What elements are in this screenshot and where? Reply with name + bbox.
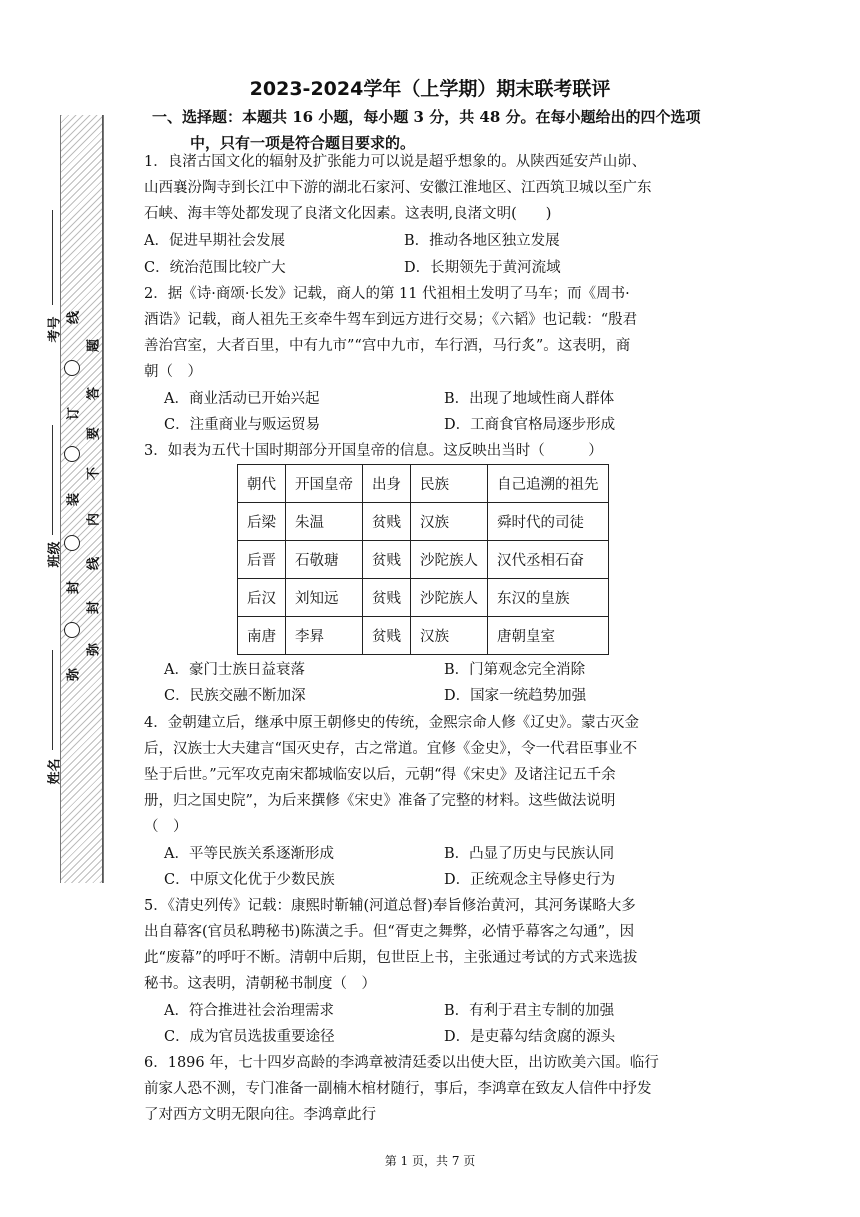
page-title: 2023-2024学年（上学期）期末联考联评: [249, 78, 611, 100]
name-label: 姓名: [47, 758, 63, 785]
table-cell: 唐朝皇室: [488, 617, 609, 655]
q6-line: 了对西方文明无限向往。李鸿章此行: [144, 1107, 376, 1123]
q3-option-a: A．豪门士族日益衰落: [164, 662, 305, 678]
q4-option-b: B．凸显了历史与民族认同: [444, 846, 615, 862]
q4-option-c: C．中原文化优于少数民族: [164, 872, 335, 888]
q4-line: 后，汉族士大夫建言“国灭史存，古之常道。宜修《金史》，令一代君臣事业不: [144, 741, 638, 757]
q2-option-b: B．出现了地域性商人群体: [444, 391, 615, 407]
q4-line: 坠于后世。”元军攻克南宋都城临安以后，元朝“得《宋史》及诸注记五千余: [144, 767, 616, 783]
table-header-cell: 开国皇帝: [286, 465, 363, 503]
table-cell: 后汉: [238, 579, 286, 617]
q4-line: 册，归之国史院”，为后来撰修《宋史》准备了完整的材料。这些做法说明: [144, 793, 616, 809]
q2-line: 2．据《诗·商颂·长发》记载，商人的第 11 代祖相土发明了马车；而《周书·: [144, 286, 630, 302]
seal-circle: [64, 622, 80, 638]
q4-option-d: D．正统观念主导修史行为: [444, 872, 616, 888]
table-cell: 贫贱: [363, 579, 411, 617]
table-cell: 汉族: [411, 503, 488, 541]
q5-line: 5．《清史列传》记载：康熙时靳辅(河道总督)奉旨修治黄河，其河务谋略大多: [144, 898, 636, 914]
seal-char: 答: [86, 387, 102, 401]
name-line: [52, 650, 53, 750]
class-line: [52, 425, 53, 535]
q1-option-b: B．推动各地区独立发展: [404, 233, 560, 249]
seal-char: 要: [86, 427, 102, 441]
table-cell: 贫贱: [363, 503, 411, 541]
table-cell: 李昪: [286, 617, 363, 655]
q5-option-b: B．有利于君主专制的加强: [444, 1003, 615, 1019]
table-cell: 贫贱: [363, 541, 411, 579]
exam-number-label: 考号: [47, 316, 63, 343]
q3-line: 3．如表为五代十国时期部分开国皇帝的信息。这反映出当时（ ）: [144, 443, 603, 459]
table-cell: 沙陀族人: [411, 541, 488, 579]
q6-line: 前家人恐不测，专门准备一副楠木棺材随行，事后，李鸿章在致友人信件中抒发: [144, 1081, 652, 1097]
q5-line: 秘书。这表明，清朝秘书制度（ ）: [144, 976, 376, 992]
q2-line: 善治宫室，大者百里，中有九市”“宫中九市，车行酒，马行炙”。这表明，商: [144, 338, 631, 354]
q1-line: 石峡、海丰等处都发现了良渚文化因素。这表明,良渚文明( ): [144, 206, 552, 222]
q6-line: 6．1896 年，七十四岁高龄的李鸿章被清廷委以出使大臣，出访欧美六国。临行: [144, 1055, 659, 1071]
seal-char: 封: [86, 601, 102, 615]
section-heading-line2: 中，只有一项是符合题目要求的。: [190, 134, 416, 152]
section-heading-line1: 一、选择题：本题共 16 小题，每小题 3 分，共 48 分。在每小题给出的四个选项: [152, 108, 701, 126]
table-cell: 舜时代的司徒: [488, 503, 609, 541]
table-cell: 后晋: [238, 541, 286, 579]
q2-line: 朝（ ）: [144, 364, 202, 380]
table-header-cell: 自己追溯的祖先: [488, 465, 609, 503]
table-header-cell: 朝代: [238, 465, 286, 503]
table-cell: 朱温: [286, 503, 363, 541]
q4-option-a: A．平等民族关系逐渐形成: [164, 846, 334, 862]
q5-line: 出自幕客(官员私聘秘书)陈潢之手。但“胥吏之舞弊，必情乎幕客之勾通”，因: [144, 924, 635, 940]
table-cell: 汉族: [411, 617, 488, 655]
table-header-cell: 出身: [363, 465, 411, 503]
q1-line: 山西襄汾陶寺到长江中下游的湖北石家河、安徽江淮地区、江西筑卫城以至广东: [144, 180, 652, 196]
q2-line: 酒诰》记载，商人祖先王亥牵牛驾车到远方进行交易；《六韬》也记载：“殷君: [144, 312, 638, 328]
q5-line: 此“废幕”的呼吁不断。清朝中后期，包世臣上书，主张通过考试的方式来选拔: [144, 950, 638, 966]
q4-line: （ ）: [144, 819, 188, 835]
seal-char: 线: [86, 557, 102, 571]
binding-strip-border: [102, 115, 103, 883]
q2-option-a: A．商业活动已开始兴起: [164, 391, 320, 407]
seal-circle: [64, 535, 80, 551]
table-cell: 东汉的皇族: [488, 579, 609, 617]
q3-option-c: C．民族交融不断加深: [164, 688, 306, 704]
table-cell: 贫贱: [363, 617, 411, 655]
seal-char: 弥: [66, 668, 82, 682]
q3-option-b: B．门第观念完全消除: [444, 662, 586, 678]
table-cell: 刘知远: [286, 579, 363, 617]
table-row: [238, 579, 609, 617]
seal-char: 线: [66, 311, 82, 325]
q5-option-c: C．成为官员选拔重要途径: [164, 1029, 335, 1045]
q1-option-a: A．促进早期社会发展: [144, 233, 285, 249]
seal-char: 不: [86, 467, 102, 481]
seal-char: 订: [66, 407, 82, 421]
q1-option-c: C．统治范围比较广大: [144, 260, 286, 276]
table-cell: 汉代丞相石奋: [488, 541, 609, 579]
page-footer: 第 1 页，共 7 页: [384, 1154, 476, 1168]
emperor-info-table: [237, 464, 609, 655]
exam-number-line: [52, 210, 53, 305]
table-cell: 石敬瑭: [286, 541, 363, 579]
seal-circle: [64, 360, 80, 376]
seal-char: 弥: [86, 643, 102, 657]
q3-option-d: D．国家一统趋势加强: [444, 688, 587, 704]
seal-char: 内: [86, 513, 102, 527]
table-cell: 后梁: [238, 503, 286, 541]
seal-char: 装: [66, 493, 82, 507]
table-header-cell: 民族: [411, 465, 488, 503]
seal-char: 题: [86, 339, 102, 353]
q1-option-d: D．长期领先于黄河流域: [404, 260, 561, 276]
q5-option-d: D．是吏幕勾结贪腐的源头: [444, 1029, 616, 1045]
table-cell: 南唐: [238, 617, 286, 655]
table-cell: 沙陀族人: [411, 579, 488, 617]
class-label: 班级: [47, 541, 63, 568]
seal-char: 封: [66, 581, 82, 595]
table-row: [238, 503, 609, 541]
q2-option-c: C．注重商业与贩运贸易: [164, 417, 321, 433]
table-row: [238, 617, 609, 655]
q2-option-d: D．工商食官格局逐步形成: [444, 417, 616, 433]
table-row: [238, 541, 609, 579]
section-heading: [152, 104, 742, 156]
seal-circle: [64, 446, 80, 462]
table-header-row: [238, 465, 609, 503]
q1-line: 1．良渚古国文化的辐射及扩张能力可以说是超乎想象的。从陕西延安芦山峁、: [144, 154, 647, 170]
q5-option-a: A．符合推进社会治理需求: [164, 1003, 334, 1019]
q4-line: 4．金朝建立后，继承中原王朝修史的传统，金熙宗命人修《辽史》。蒙古灭金: [144, 715, 639, 731]
